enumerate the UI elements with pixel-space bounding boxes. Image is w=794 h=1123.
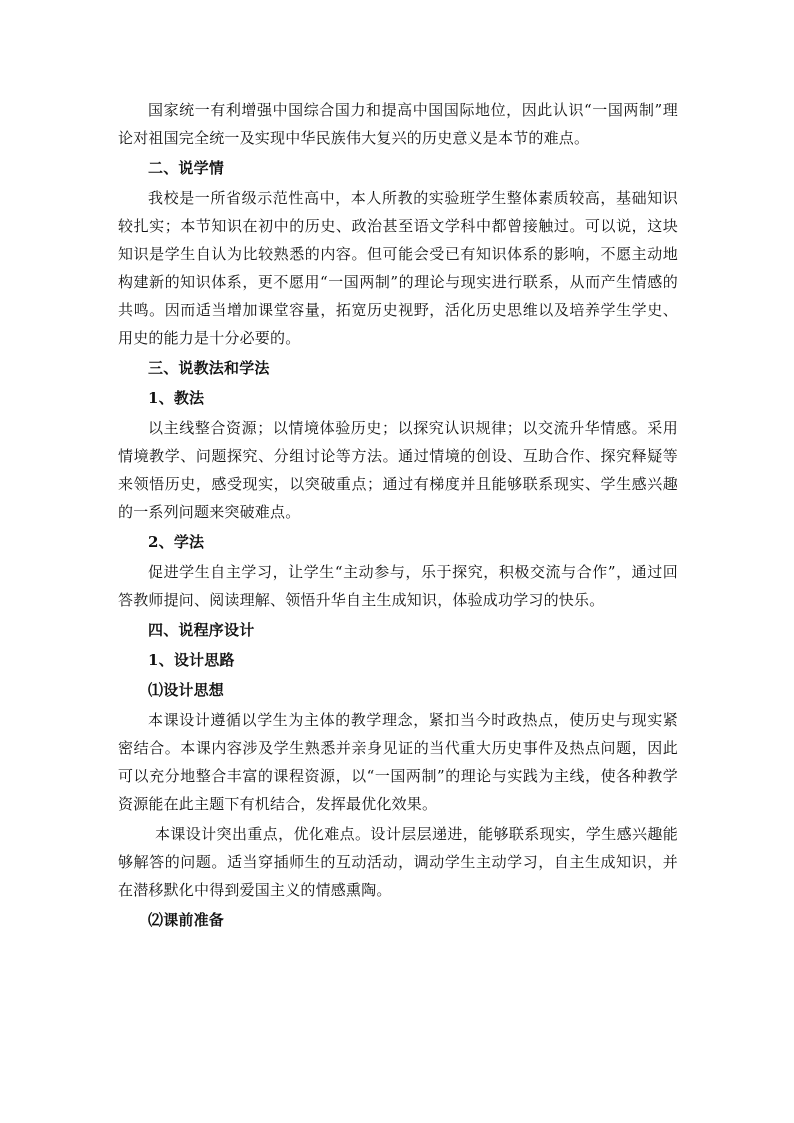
heading-preparation: ⑵课前准备 <box>148 911 225 929</box>
heading-methods: 三、说教法和学法 <box>148 359 270 377</box>
paragraph-design-thought: 本课设计遵循以学生为主体的教学理念，紧扣当今时政热点，使历史与现实紧密结合。本课内容涉及学生熟悉并亲身见证的当代重大历史事件及热点问题，因此可以充分地整合丰富的课程资源，以“一国两制”的理论与实践为主线，使各种教学资源能在此主题下有机结合，发挥最优化效果。 <box>118 711 678 813</box>
paragraph-learning-method: 促进学生自主学习，让学生“主动参与，乐于探究，积极交流与合作”，通过回答教师提问、阅读理解、领悟升华自主生成知识，体验成功学习的快乐。 <box>118 563 678 609</box>
heading-design-thought: ⑴设计思想 <box>148 681 225 699</box>
paragraph-difficulty: 国家统一有利增强中国综合国力和提高中国国际地位，因此认识“一国两制”理论对祖国完全统一及实现中华民族伟大复兴的历史意义是本节的难点。 <box>118 101 678 147</box>
paragraph-design-focus: 本课设计突出重点，优化难点。设计层层递进，能够联系现实，学生感兴趣能够解答的问题。适当穿插师生的互动活动，调动学生主动学习，自主生成知识，并在潜移默化中得到爱国主义的情感熏陶。 <box>118 825 678 899</box>
heading-learning-method: 2、学法 <box>148 533 205 551</box>
heading-student-analysis: 二、说学情 <box>148 159 225 177</box>
heading-design-idea: 1、设计思路 <box>148 651 235 669</box>
paragraph-student-analysis: 我校是一所省级示范性高中，本人所教的实验班学生整体素质较高，基础知识较扎实；本节知识在初中的历史、政治甚至语文学科中都曾接触过。可以说，这块知识是学生自认为比较熟悉的内容。但可能会受已有知识体系的影响，不愿主动地构建新的知识体系，更不愿用“一国两制”的理论与现实进行联系，从而产生情感的共鸣。因而适当增加课堂容量，拓宽历史视野，活化历史思维以及培养学生学史、用史的能力是十分必要的。 <box>118 189 678 347</box>
heading-teaching-method: 1、教法 <box>148 389 205 407</box>
heading-program-design: 四、说程序设计 <box>148 621 255 639</box>
paragraph-teaching-method: 以主线整合资源；以情境体验历史；以探究认识规律；以交流升华情感。采用情境教学、问题探究、分组讨论等方法。通过情境的创设、互助合作、探究释疑等来领悟历史，感受现实，以突破重点；通过有梯度并且能够联系现实、学生感兴趣的一系列问题来突破难点。 <box>118 419 678 521</box>
document-page <box>118 96 678 934</box>
